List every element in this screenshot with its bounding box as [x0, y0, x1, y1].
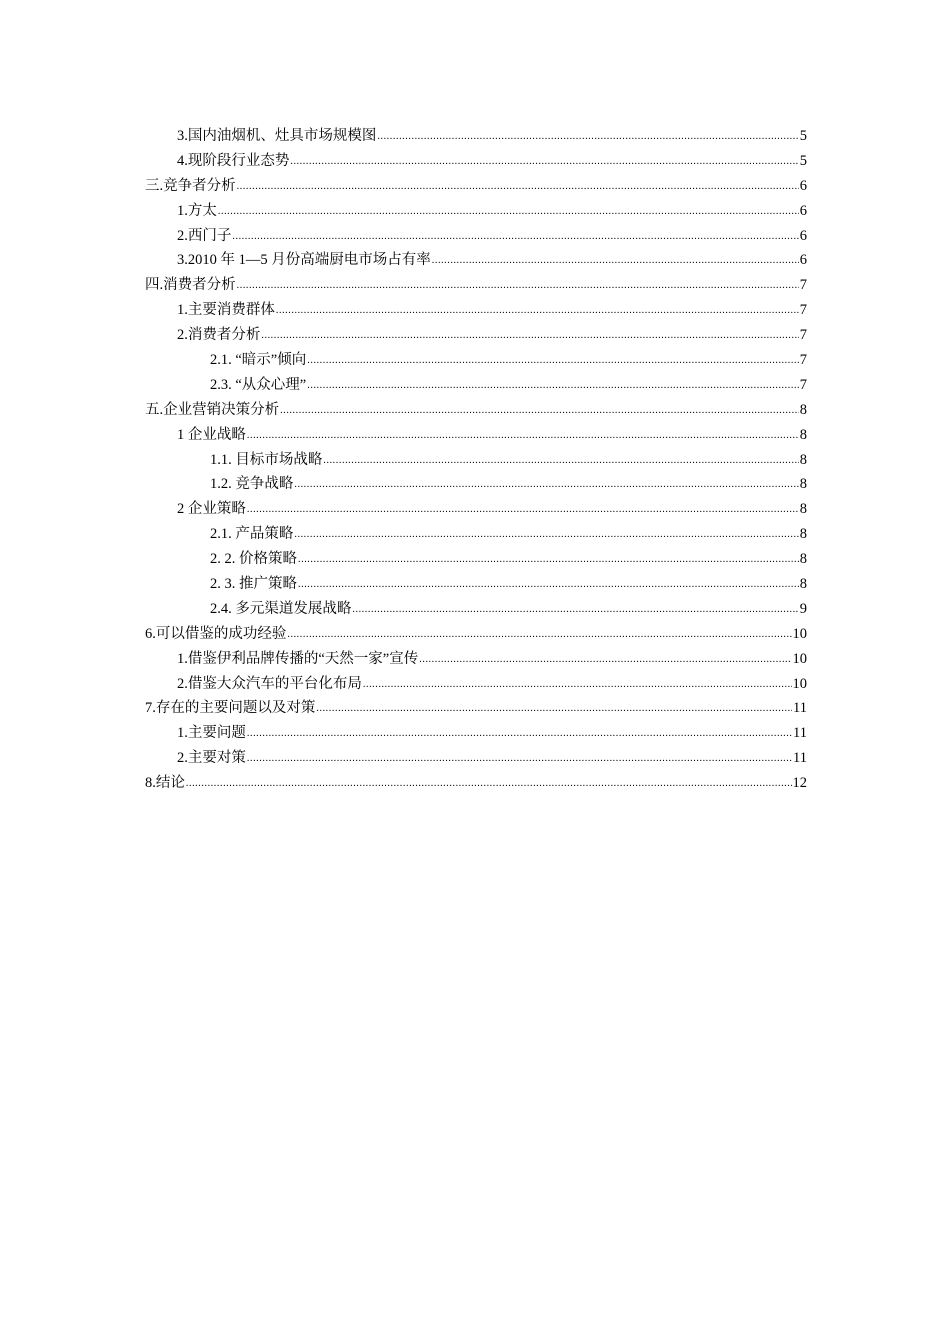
toc-entry-title: 7.存在的主要问题以及对策: [145, 700, 316, 717]
toc-dot-leader: [323, 447, 798, 474]
toc-entry-title: 1.借鉴伊利品牌传播的“天然一家”宣传: [177, 650, 419, 667]
toc-page-number: 8: [799, 501, 807, 518]
toc-entry[interactable]: [145, 547, 807, 572]
toc-dot-leader: [287, 621, 791, 648]
toc-page-number: 11: [793, 700, 807, 717]
toc-entry-title: 1.2. 竞争战略: [210, 476, 294, 493]
toc-page-number: 9: [799, 600, 807, 617]
toc-entry-title: 1.主要消费群体: [177, 302, 275, 319]
toc-dot-leader: [352, 596, 798, 623]
toc-page-number: 8: [799, 551, 807, 568]
toc-page-number: 10: [792, 650, 807, 667]
toc-page-number: 5: [799, 128, 807, 144]
toc-page-number: 6: [799, 177, 807, 194]
toc-page-number: 6: [799, 202, 807, 219]
toc-dot-leader: [294, 521, 798, 548]
toc-entry[interactable]: [145, 448, 807, 473]
toc-entry[interactable]: [145, 248, 807, 273]
toc-page-number: 8: [799, 401, 807, 418]
toc-entry[interactable]: [145, 398, 807, 423]
toc-dot-leader: [298, 571, 799, 598]
toc-dot-leader: [294, 471, 798, 498]
toc-page-number: 7: [799, 327, 807, 344]
toc-page-number: 6: [799, 227, 807, 244]
toc-page-number: 8: [799, 476, 807, 493]
toc-page-number: 8: [799, 426, 807, 443]
toc-entry[interactable]: [145, 572, 807, 597]
toc-entry[interactable]: [145, 497, 807, 522]
toc-page-number: 7: [799, 352, 807, 369]
toc-entry-title: 8.结论: [145, 775, 185, 792]
toc-entry-title: 2 企业策略: [177, 501, 246, 518]
toc-entry[interactable]: [145, 273, 807, 298]
toc-dot-leader: [307, 347, 799, 374]
toc-page-number: 7: [799, 376, 807, 393]
toc-entry-title: 2.1. “暗示”倾向: [210, 352, 307, 369]
toc-dot-leader: [237, 173, 799, 200]
toc-entry-title: 3.国内油烟机、灶具市场规模图: [177, 128, 377, 144]
toc-entry[interactable]: [145, 771, 807, 796]
toc-entry[interactable]: [145, 174, 807, 199]
table-of-contents: [145, 124, 807, 796]
toc-entry-title: 2.西门子: [177, 227, 232, 244]
toc-page-number: 7: [799, 302, 807, 319]
toc-page-number: 8: [799, 526, 807, 543]
toc-dot-leader: [316, 695, 792, 722]
toc-entry[interactable]: [145, 298, 807, 323]
toc-entry-title: 6.可以借鉴的成功经验: [145, 625, 287, 642]
toc-entry[interactable]: [145, 746, 807, 771]
toc-page-number: 8: [799, 576, 807, 593]
toc-entry-title: 2.消费者分析: [177, 327, 261, 344]
toc-dot-leader: [276, 297, 799, 324]
toc-entry-title: 五.企业营销决策分析: [145, 401, 280, 418]
toc-entry-title: 2.3. “从众心理”: [210, 376, 307, 393]
toc-entry[interactable]: [145, 199, 807, 224]
toc-dot-leader: [307, 372, 799, 399]
toc-dot-leader: [247, 745, 792, 772]
toc-entry-title: 1.1. 目标市场战略: [210, 451, 323, 468]
toc-entry[interactable]: [145, 672, 807, 697]
toc-entry[interactable]: [145, 522, 807, 547]
toc-page-number: 7: [799, 277, 807, 294]
toc-dot-leader: [261, 322, 798, 349]
toc-dot-leader: [247, 720, 792, 747]
toc-entry-title: 三.竞争者分析: [145, 177, 236, 194]
toc-entry[interactable]: [145, 647, 807, 672]
toc-entry-title: 3.2010 年 1—5 月份高端厨电市场占有率: [177, 252, 431, 269]
toc-entry[interactable]: [145, 597, 807, 622]
toc-entry[interactable]: [145, 721, 807, 746]
toc-entry[interactable]: [145, 423, 807, 448]
toc-page-number: 5: [799, 152, 807, 169]
toc-dot-leader: [232, 223, 798, 250]
toc-entry-title: 2.借鉴大众汽车的平台化布局: [177, 675, 362, 692]
toc-entry-title: 2.1. 产品策略: [210, 526, 294, 543]
toc-page-number: 10: [792, 675, 807, 692]
toc-entry-title: 2.主要对策: [177, 750, 246, 767]
toc-entry[interactable]: [145, 622, 807, 647]
toc-entry[interactable]: [145, 323, 807, 348]
toc-entry-title: 1 企业战略: [177, 426, 246, 443]
toc-entry-title: 2. 2. 价格策略: [210, 551, 297, 568]
toc-dot-leader: [419, 646, 791, 673]
toc-dot-leader: [432, 247, 799, 274]
toc-entry-title: 2.4. 多元渠道发展战略: [210, 600, 352, 617]
toc-page-number: 10: [792, 625, 807, 642]
toc-page-number: 12: [792, 775, 807, 792]
toc-dot-leader: [280, 397, 799, 424]
toc-dot-leader: [237, 272, 799, 299]
toc-page-number: 8: [799, 451, 807, 468]
toc-entry[interactable]: [145, 373, 807, 398]
toc-entry-title: 四.消费者分析: [145, 277, 236, 294]
toc-dot-leader: [363, 671, 792, 698]
toc-page-number: 6: [799, 252, 807, 269]
toc-entry-title: 2. 3. 推广策略: [210, 576, 297, 593]
toc-dot-leader: [218, 198, 799, 225]
toc-page-number: 11: [793, 725, 807, 742]
toc-dot-leader: [247, 496, 799, 523]
toc-entry[interactable]: [145, 124, 807, 149]
toc-entry[interactable]: [145, 224, 807, 249]
toc-dot-leader: [247, 422, 799, 449]
toc-entry-title: 1.主要问题: [177, 725, 246, 742]
toc-entry[interactable]: [145, 472, 807, 497]
toc-entry[interactable]: [145, 149, 807, 174]
toc-entry-title: 1.方太: [177, 202, 217, 219]
toc-dot-leader: [290, 148, 798, 175]
toc-entry[interactable]: [145, 348, 807, 373]
toc-entry[interactable]: [145, 696, 807, 721]
toc-page-number: 11: [793, 750, 807, 767]
toc-dot-leader: [298, 546, 799, 573]
toc-dot-leader: [186, 770, 792, 797]
toc-dot-leader: [377, 123, 798, 150]
toc-entry-title: 4.现阶段行业态势: [177, 152, 290, 169]
